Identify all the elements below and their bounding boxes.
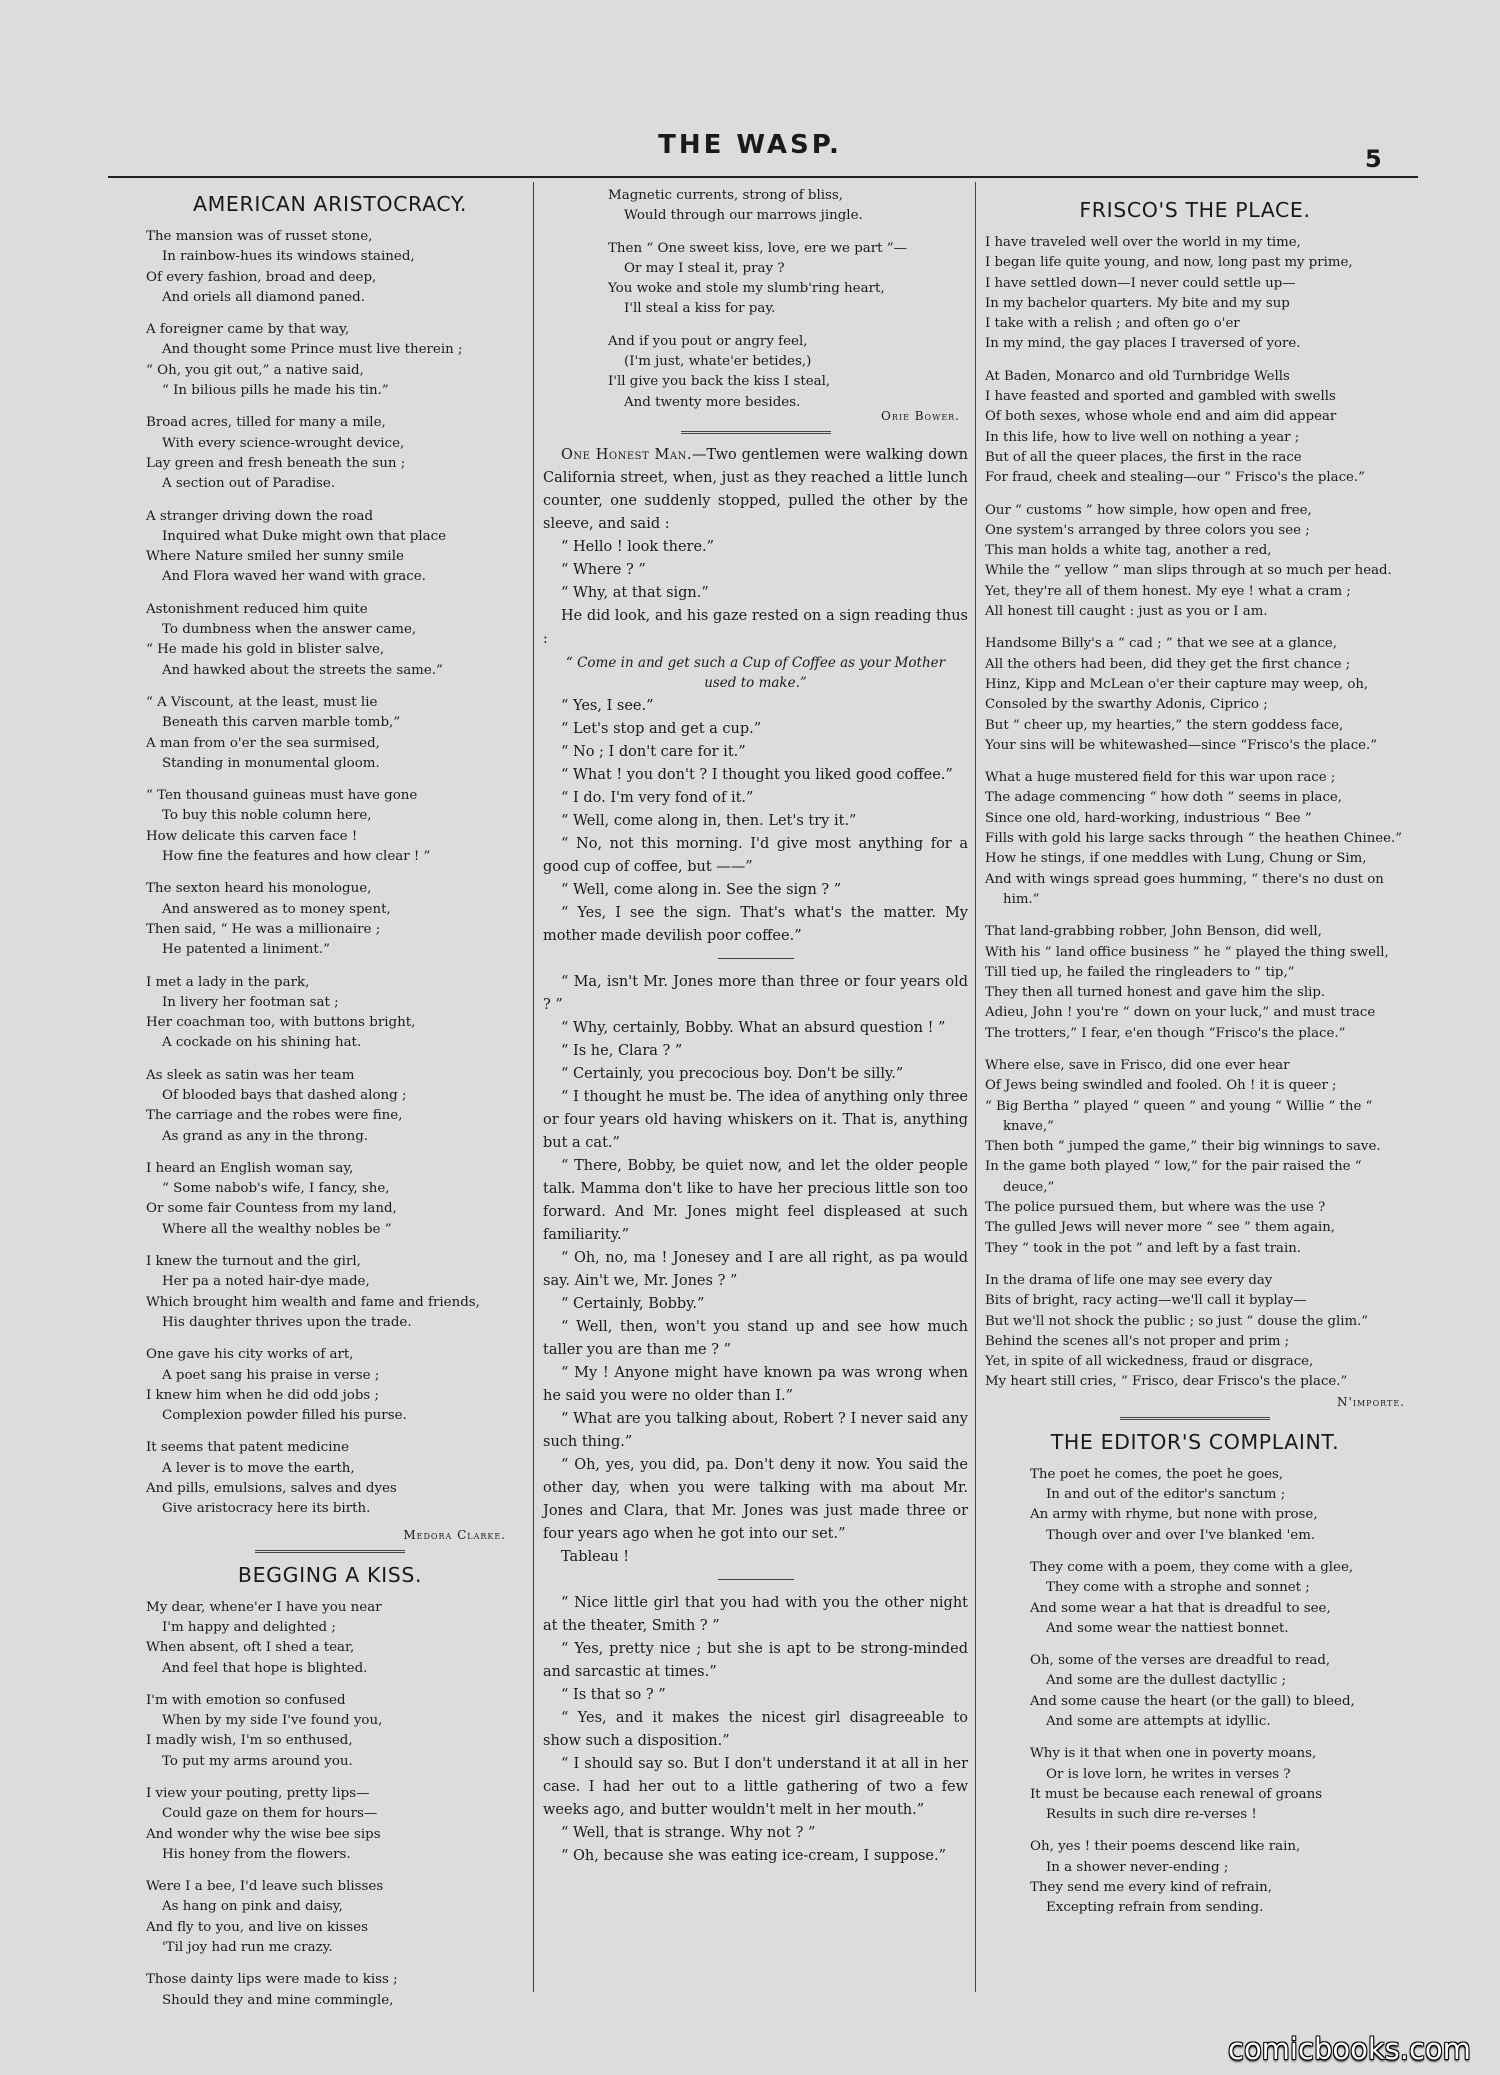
poem-line: A poet sang his praise in verse ;	[162, 1367, 380, 1383]
poem-line: But “ cheer up, my hearties,” the stern goddess face,	[985, 717, 1344, 733]
poem-line: How fine the features and how clear ! ”	[162, 849, 431, 865]
poem-line: Oh, yes ! their poems descend like rain,	[1030, 1839, 1301, 1855]
column-rule-2	[975, 182, 976, 1992]
poem-line: Then “ One sweet kiss, love, ere we part ”—	[608, 240, 908, 256]
poem-line: But we'll not shock the public ; so just “ douse the glim.”	[985, 1313, 1369, 1329]
poem-line: Behind the scenes all's not proper and prim ;	[985, 1333, 1290, 1349]
poem-line: And wonder why the wise bee sips	[146, 1826, 381, 1842]
stanza	[985, 501, 1405, 623]
poem-line: Of blooded bays that dashed along ;	[162, 1087, 407, 1103]
poem-line: At Baden, Monarco and old Turnbridge Wells	[985, 368, 1290, 384]
poem-line: All honest till caught : just as you or I am.	[985, 604, 1268, 620]
poem-editors-complaint	[1030, 1465, 1405, 1919]
author-orie-bower: Orie Bower.	[881, 408, 960, 423]
poem-line: For fraud, cheek and stealing—our “ Frisco's the place.”	[985, 470, 1365, 486]
poem-line: Then said, “ He was a millionaire ;	[146, 921, 381, 937]
paragraph: “ Yes, I see.”	[561, 697, 654, 714]
poem-line: Inquired what Duke might own that place	[162, 528, 447, 544]
poem-line: In a shower never-ending ;	[1046, 1859, 1229, 1875]
poem-line: Till tied up, he failed the ringleaders to “ tip,”	[985, 964, 1295, 980]
paragraph: “ Oh, yes, you did, pa. Don't deny it now. You said the other day, when you were talking with ma about Mr. Jones and Clara, that Mr. Jones was just made three or four years ago when he got into our set.”	[543, 1456, 968, 1542]
poem-title-begging-kiss: BEGGING A KISS.	[237, 1562, 423, 1587]
stanza	[146, 1066, 514, 1147]
poem-line: Our “ customs ” how simple, how open and free,	[985, 502, 1312, 518]
poem-line: What a huge mustered field for this war upon race ;	[985, 770, 1336, 786]
poem-line: Or may I steal it, pray ?	[624, 260, 785, 276]
poem-line: It seems that patent medicine	[146, 1440, 350, 1456]
page-number: 5	[1365, 145, 1382, 173]
stanza	[146, 600, 514, 681]
poem-line: “ Oh, you git out,” a native said,	[146, 362, 364, 378]
paragraph: “ I should say so. But I don't understand it at all in her case. I had her out to a little gathering of two a few weeks ago, and butter wouldn't melt in her mouth.”	[543, 1755, 968, 1818]
poem-line: To dumbness when the answer came,	[162, 622, 417, 638]
top-rule	[108, 176, 1418, 178]
poem-line: I'll steal a kiss for pay.	[624, 301, 776, 317]
site-watermark: comicbooks.com	[1228, 2032, 1471, 2066]
poem-line: And some cause the heart (or the gall) to bleed,	[1030, 1693, 1355, 1709]
poem-line: All the others had been, did they get the first chance ;	[985, 656, 1351, 672]
poem-line: The mansion was of russet stone,	[146, 229, 373, 244]
paragraph: “ Is that so ? ”	[561, 1686, 666, 1703]
poem-line: I'm happy and delighted ;	[162, 1619, 336, 1635]
column-left	[146, 186, 514, 2023]
paragraph: “ No, not this morning. I'd give most anything for a good cup of coffee, but ——”	[543, 835, 968, 875]
paragraph: “ What ! you don't ? I thought you liked good coffee.”	[561, 766, 953, 783]
column-right	[985, 186, 1405, 1931]
poem-line: In my mind, the gay places I traversed of yore.	[985, 336, 1301, 352]
poem-line: You woke and stole my slumb'ring heart,	[608, 281, 885, 297]
article-divider	[255, 1550, 405, 1553]
poem-line: Give aristocracy here its birth.	[162, 1501, 371, 1517]
poem-line: (I'm just, whate'er betides,)	[624, 354, 812, 370]
poem-frisco	[985, 233, 1405, 1393]
poem-line: And some wear the nattiest bonnet.	[1046, 1620, 1289, 1636]
poem-line: He patented a liniment.”	[162, 942, 330, 958]
poem-line: In livery her footman sat ;	[162, 994, 339, 1010]
poem-line: And hawked about the streets the same.”	[162, 662, 443, 678]
stanza	[146, 879, 514, 960]
story-nice-girl	[543, 1592, 968, 1868]
poem-line: The carriage and the robes were fine,	[146, 1108, 403, 1124]
stanza	[1030, 1651, 1405, 1732]
story-opening: —Two gentlemen were walking down California street, when, just as they reached a little lunch counter, one suddenly stopped, pulled the other by the sleeve, and said :	[543, 446, 969, 532]
poem-line: As sleek as satin was her team	[146, 1067, 355, 1083]
poem-line: A stranger driving down the road	[146, 508, 374, 524]
stanza	[985, 1056, 1405, 1259]
stanza	[146, 1345, 514, 1426]
poem-aristocracy	[146, 227, 514, 1520]
poem-line: Magnetic currents, strong of bliss,	[608, 188, 844, 203]
poem-line: It must be because each renewal of groans	[1030, 1786, 1323, 1802]
poem-line: Beneath this carven marble tomb,”	[162, 715, 401, 731]
poem-line: I have feasted and sported and gambled with swells	[985, 389, 1336, 405]
coffee-sign-quote: “ Come in and get such a Cup of Coffee as your Mother used to make.”	[565, 654, 946, 691]
paragraph: “ Certainly, you precocious boy. Don't be silly.”	[561, 1065, 904, 1082]
paragraph: “ Oh, because she was eating ice-cream, I suppose.”	[561, 1847, 947, 1864]
poem-line: And feel that hope is blighted.	[162, 1660, 368, 1676]
poem-line: That land-grabbing robber, John Benson, did well,	[985, 924, 1322, 940]
article-divider	[681, 431, 831, 434]
paragraph: “ I do. I'm very fond of it.”	[561, 789, 754, 806]
poem-line: One system's arranged by three colors you see ;	[985, 522, 1310, 538]
stanza	[1030, 1558, 1405, 1639]
poem-line: Her pa a noted hair-dye made,	[162, 1274, 370, 1290]
poem-line: The poet he comes, the poet he goes,	[1030, 1466, 1284, 1482]
poem-line: To buy this noble column here,	[162, 808, 372, 824]
stanza	[146, 320, 514, 401]
poem-line: When absent, oft I shed a tear,	[146, 1640, 355, 1656]
poem-begging-kiss	[146, 1598, 514, 2011]
poem-line: My heart still cries, “ Frisco, dear Frisco's the place.”	[985, 1374, 1348, 1390]
poem-line: And answered as to money spent,	[162, 901, 391, 917]
poem-line: With his “ land office business ” he “ played the thing swell,	[985, 944, 1389, 960]
story-separator	[718, 958, 794, 959]
poem-line: And if you pout or angry feel,	[608, 333, 808, 349]
poem-line: In this life, how to live well on nothing a year ;	[985, 429, 1300, 445]
stanza	[146, 1877, 514, 1958]
poem-begging-kiss-continued	[608, 186, 968, 413]
paragraph: “ Certainly, Bobby.”	[561, 1295, 705, 1312]
poem-line: Oh, some of the verses are dreadful to read,	[1030, 1653, 1331, 1669]
poem-line: But of all the queer places, the first in the race	[985, 449, 1302, 465]
poem-line: This man holds a white tag, another a red,	[985, 543, 1272, 559]
poem-line: They then all turned honest and gave him the slip.	[985, 985, 1326, 1001]
stanza	[146, 413, 514, 494]
stanza	[146, 693, 514, 774]
paragraph: “ Well, come along in, then. Let's try it.”	[561, 812, 857, 829]
poem-line: Astonishment reduced him quite	[146, 601, 368, 617]
poem-line: Would through our marrows jingle.	[624, 208, 863, 224]
stanza	[1030, 1744, 1405, 1825]
paragraph: “ Let's stop and get a cup.”	[561, 720, 762, 737]
poem-line: Which brought him wealth and fame and friends,	[146, 1294, 480, 1310]
poem-line: I knew the turnout and the girl,	[146, 1254, 361, 1270]
poem-line: Fills with gold his large sacks through “ the heathen Chinee.”	[985, 831, 1403, 847]
poem-line: Should they and mine commingle,	[162, 1992, 394, 2008]
poem-line: Consoled by the swarthy Adonis, Ciprico ;	[985, 697, 1268, 713]
stanza	[146, 973, 514, 1054]
poem-title-aristocracy: AMERICAN ARISTOCRACY.	[193, 192, 467, 216]
poem-line: They come with a poem, they come with a glee,	[1030, 1559, 1354, 1575]
poem-line: The trotters,” I fear, e'en though “Frisco's the place.”	[985, 1025, 1346, 1041]
poem-line: Broad acres, tilled for many a mile,	[146, 415, 386, 431]
poem-line: His honey from the flowers.	[162, 1846, 351, 1862]
poem-line: Your sins will be whitewashed—since “Frisco's the place.”	[985, 737, 1378, 753]
stanza	[1030, 1837, 1405, 1918]
poem-line: Yet, they're all of them honest. My eye ! what a cram ;	[985, 583, 1351, 599]
poem-line: And some are attempts at idyllic.	[1046, 1714, 1271, 1729]
poem-line: Where Nature smiled her sunny smile	[146, 549, 404, 565]
poem-line: Or some fair Countess from my land,	[146, 1201, 397, 1217]
column-rule-1	[533, 182, 534, 1992]
paragraph: “ Nice little girl that you had with you the other night at the theater, Smith ? ”	[543, 1594, 968, 1634]
poem-line: They come with a strophe and sonnet ;	[1046, 1580, 1310, 1596]
poem-line: As grand as any in the throng.	[162, 1128, 369, 1144]
poem-line: I take with a relish ; and often go o'er	[985, 316, 1240, 332]
stanza	[985, 233, 1405, 355]
poem-line: I madly wish, I'm so enthused,	[146, 1733, 353, 1749]
poem-line: One gave his city works of art,	[146, 1347, 354, 1363]
story-dialogue	[543, 695, 968, 948]
paragraph: Tableau !	[561, 1548, 630, 1565]
paragraph: “ Why, certainly, Bobby. What an absurd question ! ”	[561, 1019, 946, 1036]
poem-line: Of every fashion, broad and deep,	[146, 269, 377, 285]
paragraph: “ There, Bobby, be quiet now, and let the older people talk. Mamma don't like to have her precious little son too forward. And Mr. Jones might feel displeased at such familiarity.”	[543, 1157, 968, 1243]
poem-line: When by my side I've found you,	[162, 1713, 383, 1729]
paragraph: “ I thought he must be. The idea of anything only three or four years old having whiskers on it. That is, anything but a cat.”	[543, 1088, 968, 1151]
stanza	[146, 227, 514, 308]
poem-line: Bits of bright, racy acting—we'll call it byplay—	[985, 1293, 1307, 1309]
poem-line: 'Til joy had run me crazy.	[162, 1940, 333, 1956]
stanza	[608, 332, 968, 413]
poem-line: And thought some Prince must live therein ;	[162, 342, 463, 358]
paragraph: “ Well, that is strange. Why not ? ”	[561, 1824, 816, 1841]
poem-line: Her coachman too, with buttons bright,	[146, 1015, 416, 1031]
poem-line: “ A Viscount, at the least, must lie	[146, 694, 378, 710]
poem-line: Where else, save in Frisco, did one ever hear	[985, 1057, 1290, 1073]
poem-line: Hinz, Kipp and McLean o'er their capture may weep, oh,	[985, 676, 1369, 692]
poem-line: In rainbow-hues its windows stained,	[162, 249, 415, 265]
poem-line: My dear, whene'er I have you near	[146, 1599, 382, 1615]
dialogue-line: “ Why, at that sign.”	[561, 584, 709, 601]
poem-line: Handsome Billy's a “ cad ; ” that we see at a glance,	[985, 636, 1338, 652]
poem-line: A foreigner came by that way,	[146, 322, 350, 338]
paragraph: “ Yes, and it makes the nicest girl disagreeable to show such a disposition.”	[543, 1709, 968, 1749]
poem-line: In the drama of life one may see every day	[985, 1272, 1273, 1288]
poem-line: “ Big Bertha ” played “ queen ” and young “ Willie ” the “ knave,”	[985, 1098, 1373, 1134]
poem-line: In my bachelor quarters. My bite and my sup	[985, 295, 1290, 311]
stanza	[985, 922, 1405, 1044]
poem-line: Lay green and fresh beneath the sun ;	[146, 455, 406, 471]
poem-line: As hang on pink and daisy,	[162, 1899, 343, 1915]
poem-line: Of Jews being swindled and fooled. Oh ! it is queer ;	[985, 1078, 1337, 1094]
poem-line: An army with rhyme, but none with prose,	[1030, 1507, 1318, 1523]
column-middle	[543, 186, 968, 1868]
poem-line: Complexion powder filled his purse.	[162, 1408, 407, 1424]
paragraph: “ Oh, no, ma ! Jonesey and I are all right, as pa would say. Ain't we, Mr. Jones ? ”	[543, 1249, 968, 1289]
poem-title-frisco: FRISCO'S THE PLACE.	[1079, 198, 1311, 222]
stanza	[985, 634, 1405, 756]
story-one-honest-man	[543, 444, 968, 948]
poem-line: Standing in monumental gloom.	[162, 755, 380, 771]
poem-line: “ Some nabob's wife, I fancy, she,	[162, 1181, 390, 1197]
poem-line: The adage commencing “ how doth ” seems in place,	[985, 790, 1342, 806]
poem-line: Since one old, hard-working, industrious “ Bee ”	[985, 810, 1312, 826]
poem-line: To put my arms around you.	[162, 1753, 353, 1769]
stanza	[146, 1438, 514, 1519]
poem-line: I'll give you back the kiss I steal,	[608, 374, 831, 390]
poem-line: And some are the dullest dactyllic ;	[1046, 1673, 1286, 1689]
poem-line: Or is love lorn, he writes in verses ?	[1046, 1766, 1291, 1782]
author-nimporte: N'importe.	[1337, 1394, 1405, 1409]
poem-line: And oriels all diamond paned.	[162, 289, 365, 305]
poem-line: “ In bilious pills he made his tin.”	[162, 383, 389, 399]
poem-line: Of both sexes, whose whole end and aim did appear	[985, 409, 1337, 425]
stanza	[146, 1970, 514, 2011]
poem-line: His daughter thrives upon the trade.	[162, 1314, 412, 1330]
stanza	[146, 1598, 514, 1679]
stanza	[608, 239, 968, 320]
stanza	[146, 1252, 514, 1333]
poem-line: Though over and over I've blanked 'em.	[1046, 1527, 1316, 1543]
poem-line: They send me every kind of refrain,	[1030, 1880, 1273, 1896]
stanza	[146, 1691, 514, 1772]
poem-line: A section out of Paradise.	[162, 476, 336, 492]
dialogue-line: “ Hello ! look there.”	[561, 538, 715, 555]
poem-line: Why is it that when one in poverty moans,	[1030, 1746, 1317, 1762]
poem-line: The sexton heard his monologue,	[146, 881, 372, 897]
author-medora-clarke: Medora Clarke.	[403, 1527, 506, 1542]
paragraph: “ Well, come along in. See the sign ? ”	[561, 881, 842, 898]
poem-line: Then both “ jumped the game,” their big winnings to save.	[985, 1139, 1381, 1155]
poem-line: I view your pouting, pretty lips—	[146, 1786, 370, 1801]
poem-line: I have settled down—I never could settle up—	[985, 275, 1296, 291]
poem-line: “ Ten thousand guineas must have gone	[146, 788, 418, 804]
poem-line: Where all the wealthy nobles be ”	[162, 1221, 392, 1237]
poem-line: With every science-wrought device,	[162, 435, 405, 451]
paragraph: “ Well, then, won't you stand up and see how much taller you are than me ? ”	[543, 1318, 968, 1358]
stanza	[985, 1271, 1405, 1393]
poem-line: Yet, in spite of all wickedness, fraud or disgrace,	[985, 1354, 1314, 1370]
story-bobby	[543, 971, 968, 1569]
stanza	[146, 1784, 514, 1865]
poem-line: Adieu, John ! you're “ down on your luck,” and must trace	[985, 1005, 1376, 1021]
stanza	[146, 1159, 514, 1240]
stanza	[146, 786, 514, 867]
paragraph: “ Yes, pretty nice ; but she is apt to be strong-minded and sarcastic at times.”	[543, 1640, 968, 1680]
poem-line: In the game both played “ low,” for the pair raised the “ deuce,”	[985, 1159, 1362, 1195]
article-divider	[1120, 1417, 1270, 1420]
poem-line: In and out of the editor's sanctum ;	[1046, 1487, 1286, 1503]
paragraph: “ What are you talking about, Robert ? I never said any such thing.”	[543, 1410, 968, 1450]
dialogue-line: He did look, and his gaze rested on a sign reading thus :	[543, 607, 968, 647]
dialogue-line: “ Where ? ”	[561, 561, 646, 578]
paragraph: “ My ! Anyone might have known pa was wrong when he said you were no older than I.”	[543, 1364, 968, 1404]
poem-line: I knew him when he did odd jobs ;	[146, 1387, 380, 1403]
stanza	[608, 186, 968, 227]
poem-line: Could gaze on them for hours—	[162, 1806, 378, 1822]
stanza	[985, 367, 1405, 489]
poem-line: The police pursued them, but where was the use ?	[985, 1200, 1326, 1216]
poem-line: They “ took in the pot ” and left by a fast train.	[985, 1240, 1302, 1256]
paragraph: “ No ; I don't care for it.”	[561, 743, 746, 760]
poem-line: The gulled Jews will never more “ see ” them again,	[985, 1220, 1336, 1236]
poem-line: And fly to you, and live on kisses	[146, 1919, 368, 1935]
poem-line: And with wings spread goes humming, “ there's no dust on him.”	[985, 871, 1384, 907]
poem-line: I'm with emotion so confused	[146, 1692, 346, 1708]
poem-line: And some wear a hat that is dreadful to see,	[1030, 1600, 1331, 1616]
stanza	[985, 768, 1405, 910]
poem-line: Excepting refrain from sending.	[1046, 1900, 1264, 1916]
poem-line: I began life quite young, and now, long past my prime,	[985, 255, 1353, 271]
stanza	[1030, 1465, 1405, 1546]
poem-line: A lever is to move the earth,	[162, 1460, 355, 1476]
poem-line: I heard an English woman say,	[146, 1160, 354, 1176]
masthead: THE WASP.	[658, 130, 842, 160]
poem-line: “ He made his gold in blister salve,	[146, 642, 385, 658]
poem-line: While the “ yellow ” man slips through at so much per head.	[985, 563, 1392, 579]
story-heading: One Honest Man.	[561, 446, 692, 463]
paragraph: “ Is he, Clara ? ”	[561, 1042, 683, 1059]
story-separator	[718, 1579, 794, 1580]
poem-line: And twenty more besides.	[624, 394, 801, 410]
stanza	[146, 507, 514, 588]
poem-line: I met a lady in the park,	[146, 974, 310, 990]
poem-line: A man from o'er the sea surmised,	[146, 735, 380, 751]
paragraph: “ Yes, I see the sign. That's what's the matter. My mother made devilish poor coffee.”	[543, 904, 968, 944]
poem-line: A cockade on his shining hat.	[162, 1035, 362, 1051]
poem-line: Results in such dire re-verses !	[1046, 1807, 1257, 1823]
poem-line: Were I a bee, I'd leave such blisses	[146, 1879, 384, 1895]
poem-line: Those dainty lips were made to kiss ;	[146, 1972, 398, 1988]
poem-line: How he stings, if one meddles with Lung, Chung or Sim,	[985, 851, 1367, 867]
poem-line: And Flora waved her wand with grace.	[162, 569, 426, 585]
poem-line: How delicate this carven face !	[146, 828, 358, 844]
poem-line: And pills, emulsions, salves and dyes	[146, 1481, 397, 1497]
poem-title-editors-complaint: THE EDITOR'S COMPLAINT.	[1050, 1429, 1340, 1454]
paragraph: “ Ma, isn't Mr. Jones more than three or four years old ? ”	[543, 973, 968, 1013]
poem-line: I have traveled well over the world in my time,	[985, 235, 1301, 250]
